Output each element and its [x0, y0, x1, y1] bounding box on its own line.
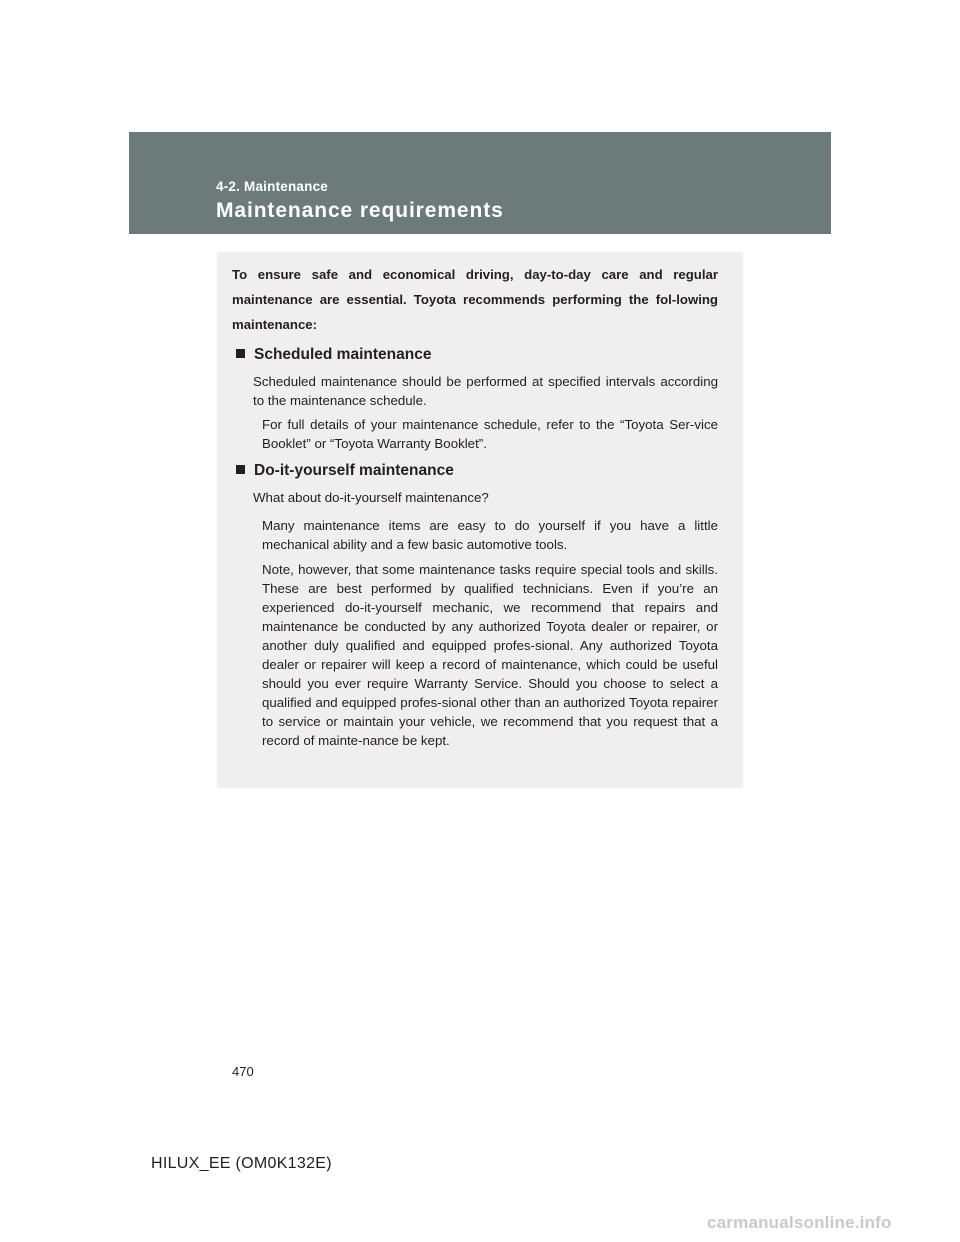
page-number: 470: [232, 1064, 254, 1079]
diy-maintenance-body: What about do-it-yourself maintenance?: [253, 490, 489, 505]
scheduled-maintenance-body: Scheduled maintenance should be performed at specified intervals according to the maintenance schedule.: [253, 374, 718, 408]
diy-paragraph-1: Many maintenance items are easy to do yourself if you have a little mechanical ability and a few basic automotive tools.: [262, 518, 718, 552]
watermark: carmanualsonline.info: [707, 1213, 892, 1232]
section-label: 4-2. Maintenance: [216, 179, 328, 194]
diy-maintenance-heading-text: Do-it-yourself maintenance: [254, 462, 454, 479]
square-bullet-icon: [236, 349, 245, 358]
content-box: [217, 252, 743, 788]
page-title: Maintenance requirements: [216, 199, 504, 222]
diy-maintenance-heading: [236, 462, 454, 480]
square-bullet-icon: [236, 465, 245, 474]
document-code: HILUX_EE (OM0K132E): [151, 1155, 332, 1172]
intro-paragraph: To ensure safe and economical driving, day-to-day care and regular maintenance are essential. Toyota recommends performing the fol-lowing maintenance:: [232, 267, 718, 332]
scheduled-maintenance-note: For full details of your maintenance schedule, refer to the “Toyota Ser-vice Booklet” or “Toyota Warranty Booklet”.: [262, 417, 718, 451]
scheduled-maintenance-heading-text: Scheduled maintenance: [254, 346, 432, 363]
diy-paragraph-2: Note, however, that some maintenance tasks require special tools and skills. These are best performed by qualified technicians. Even if you’re an experienced do-it-yourself mechanic, we recommend that repairs and maintenance be conducted by any authorized Toyota dealer or repairer, or another duly qualified and equipped profes-sional. Any authorized Toyota dealer or repairer will keep a record of maintenance, which could be useful should you ever require Warranty Service. Should you choose to select a qualified and equipped profes-sional other than an authorized Toyota repairer to service or maintain your vehicle, we recommend that you request that a record of mainte-nance be kept.: [262, 562, 718, 748]
scheduled-maintenance-heading: [236, 346, 431, 364]
section-header-band: [129, 132, 831, 234]
